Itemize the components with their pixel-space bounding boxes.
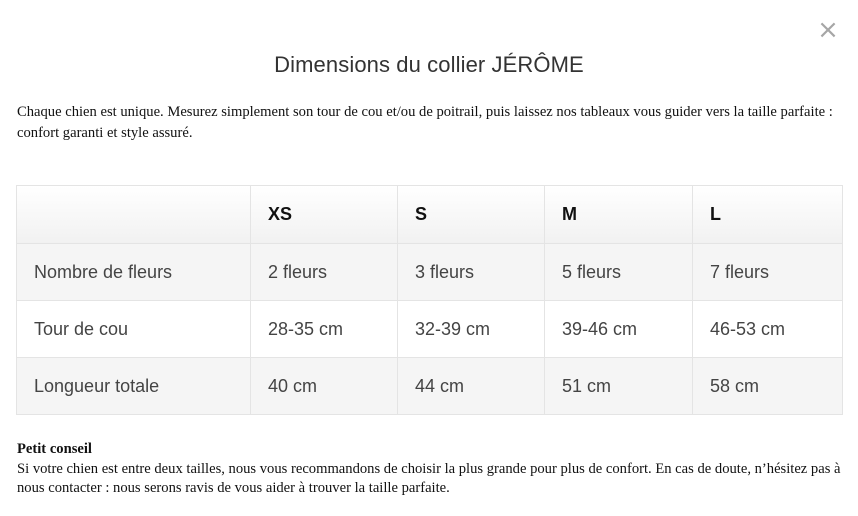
- table-cell: 3 fleurs: [398, 244, 545, 301]
- table-cell: 40 cm: [251, 358, 398, 415]
- table-cell: 28-35 cm: [251, 301, 398, 358]
- table-header-size-s: S: [398, 186, 545, 244]
- size-table: [16, 185, 843, 415]
- table-header-size-m: M: [545, 186, 693, 244]
- table-row: [17, 244, 843, 301]
- table-row-label: Longueur totale: [17, 358, 251, 415]
- table-row: [17, 358, 843, 415]
- table-cell: 39-46 cm: [545, 301, 693, 358]
- table-header-size-xs: XS: [251, 186, 398, 244]
- table-cell: 46-53 cm: [693, 301, 843, 358]
- table-cell: 7 fleurs: [693, 244, 843, 301]
- table-header-size-l: L: [693, 186, 843, 244]
- table-cell: 51 cm: [545, 358, 693, 415]
- table-header-cell: [17, 186, 251, 244]
- table-row-label: Nombre de fleurs: [17, 244, 251, 301]
- table-cell: 2 fleurs: [251, 244, 398, 301]
- tip-section: [17, 440, 843, 499]
- table-cell: 5 fleurs: [545, 244, 693, 301]
- intro-text: Chaque chien est unique. Mesurez simplement son tour de cou et/ou de poitrail, puis laissez nos tableaux vous guider vers la taille parfaite : confort garanti et style assuré.: [17, 104, 833, 141]
- table-row: [17, 301, 843, 358]
- tip-title: Petit conseil: [17, 441, 92, 457]
- tip-text: Si votre chien est entre deux tailles, nous vous recommandons de choisir la plus grande pour plus de confort. En cas de doute, n’hésitez pas à nous contacter : nous serons ravis de vous aider à trouver la taille parfaite.: [17, 460, 841, 496]
- close-icon[interactable]: ×: [817, 15, 839, 45]
- table-header-row: [17, 186, 843, 244]
- table-cell: 32-39 cm: [398, 301, 545, 358]
- table-cell: 58 cm: [693, 358, 843, 415]
- table-row-label: Tour de cou: [17, 301, 251, 358]
- table-cell: 44 cm: [398, 358, 545, 415]
- modal-title: Dimensions du collier JÉRÔME: [274, 52, 584, 77]
